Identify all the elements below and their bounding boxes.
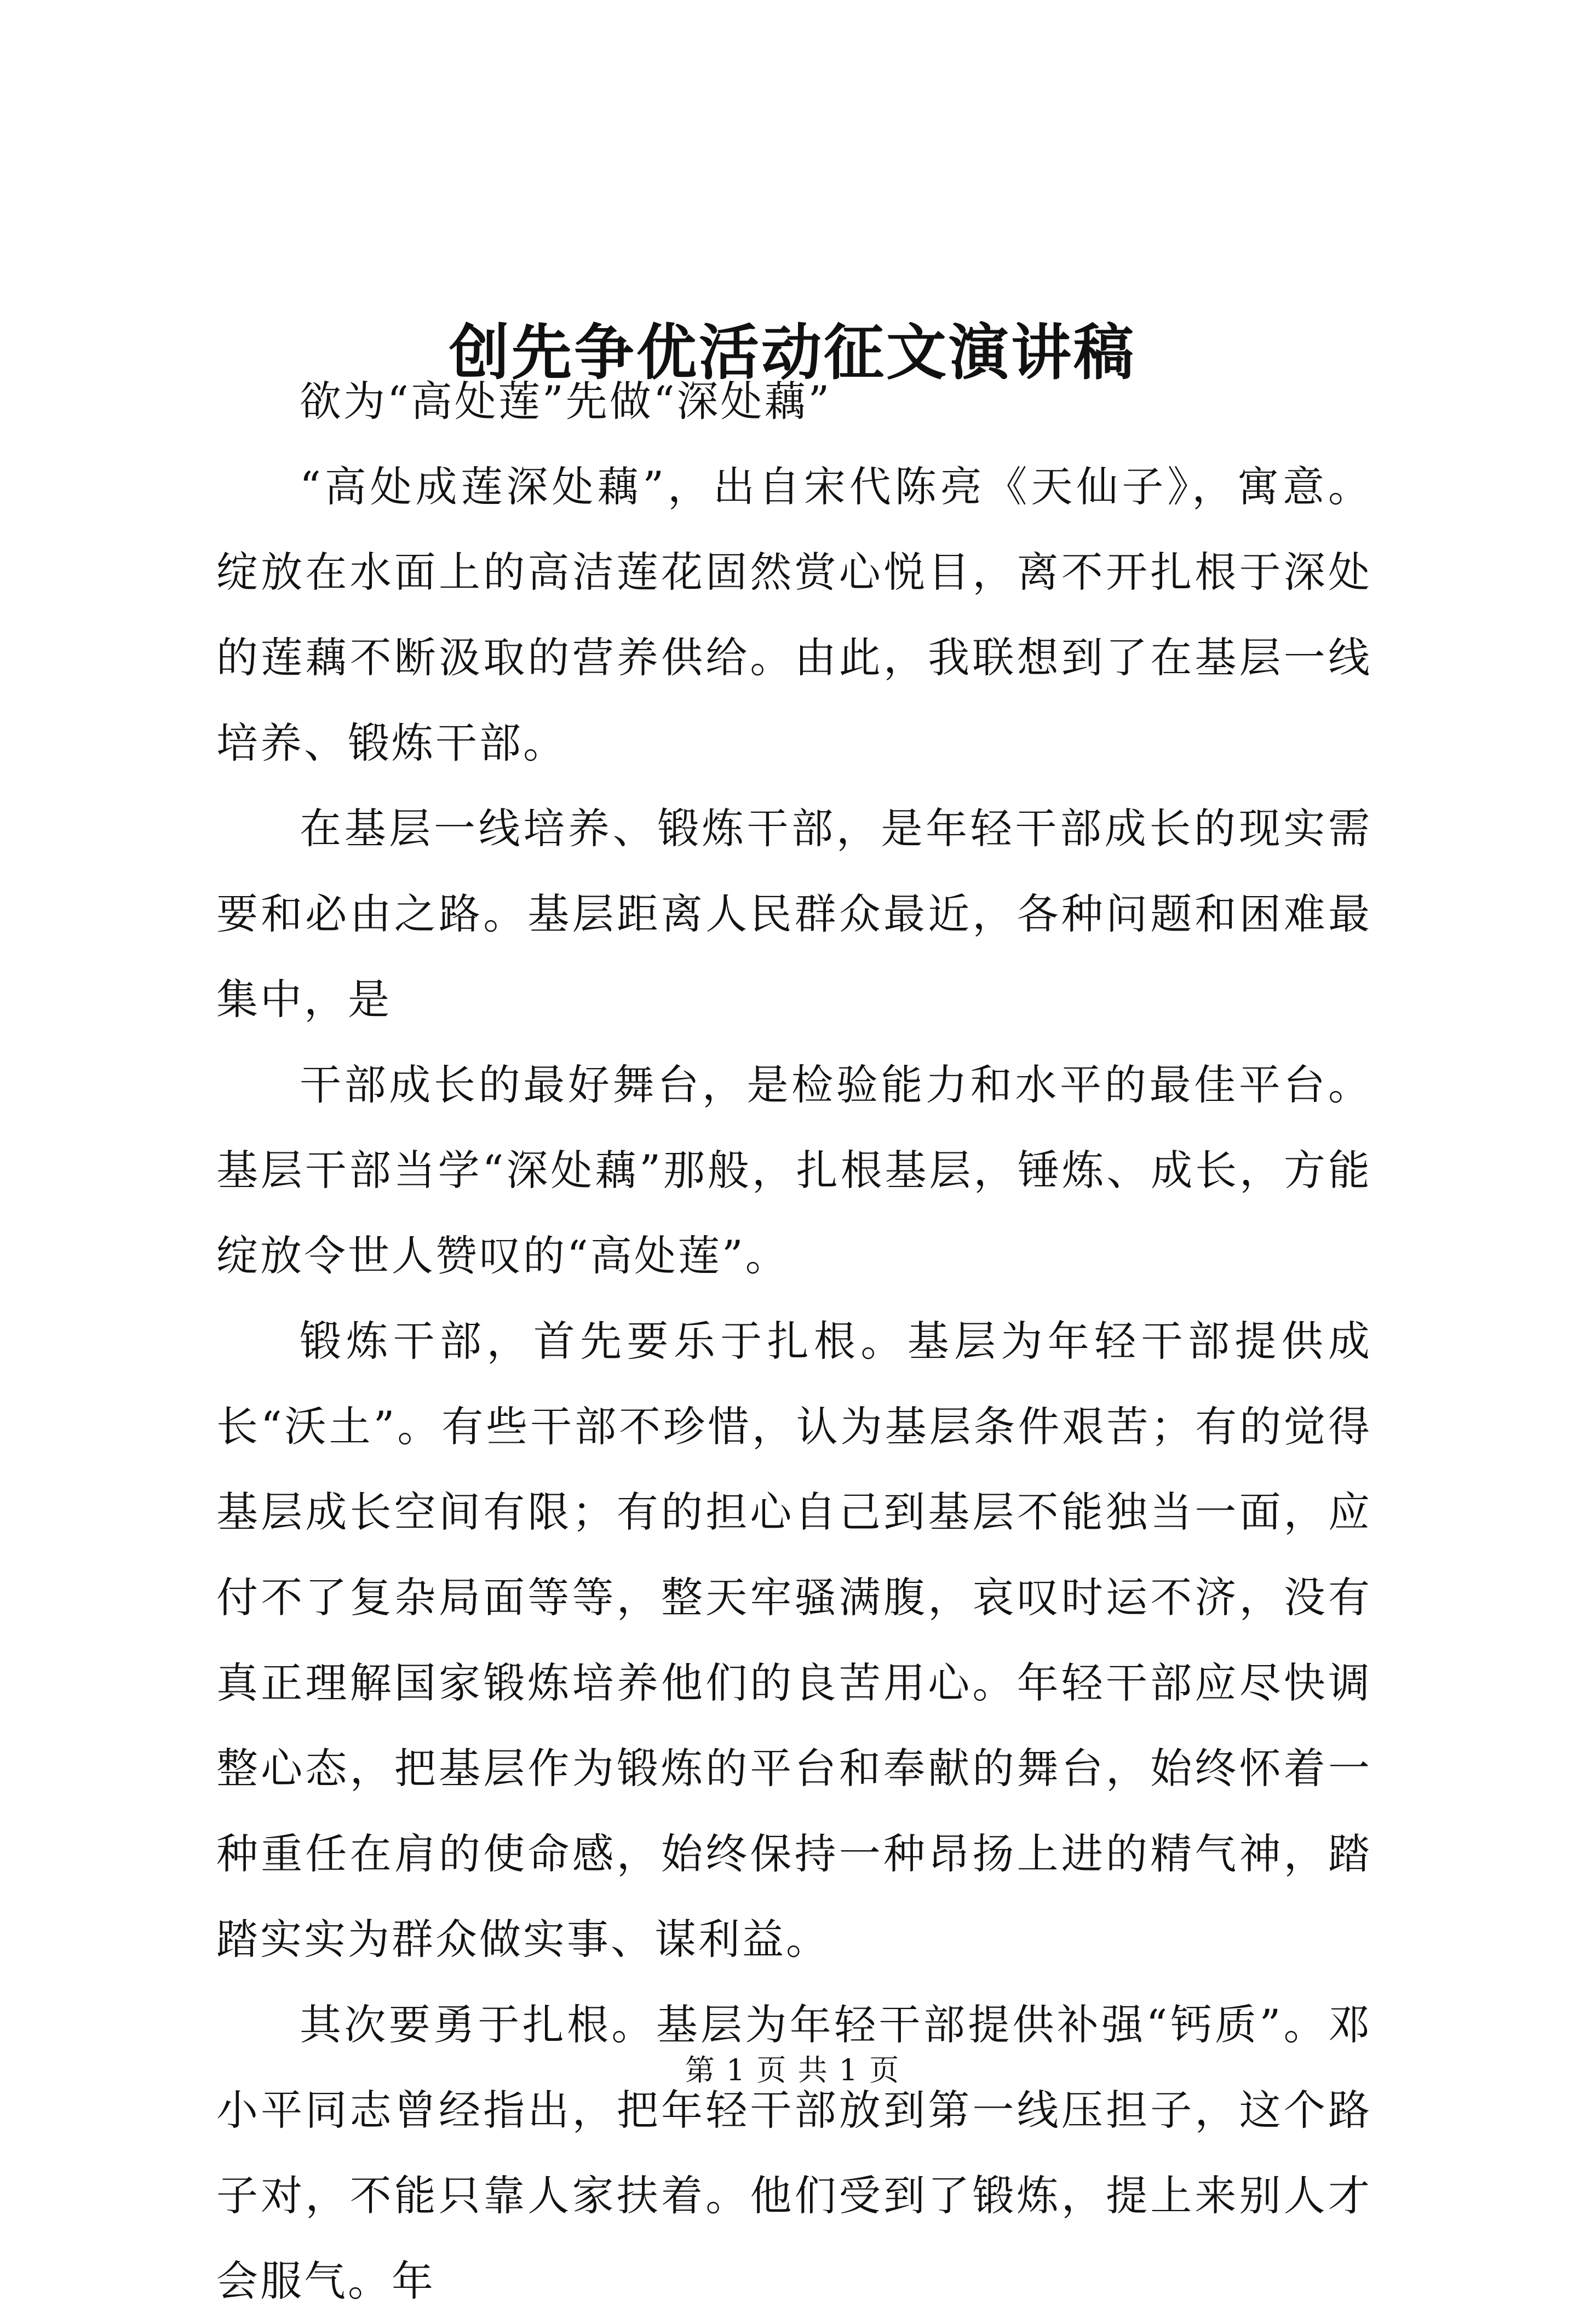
paragraph-5: 其次要勇于扎根。基层为年轻干部提供补强“钙质”。邓小平同志曾经指出，把年轻干部放到第一线压担子，这个路子对，不能只靠人家扶着。他们受到了锻炼，提上来别人才会服气。年 [216,2000,1372,2305]
document-body [216,359,1372,2324]
paragraph-3: 干部成长的最好舞台，是检验能力和水平的最佳平台。基层干部当学“深处藕”那般，扎根基层，锤炼、成长，方能绽放令世人赞叹的“高处莲”。 [216,1060,1372,1280]
paragraph-2: 在基层一线培养、锻炼干部，是年轻干部成长的现实需要和必由之路。基层距离人民群众最近，各种问题和困难最集中，是 [216,804,1372,1024]
page-footer: 第 1 页 共 1 页 [685,2053,900,2087]
document-title: 创先争优活动征文演讲稿 [449,317,1136,388]
paragraph-1: “高处成莲深处藕”，出自宋代陈亮《天仙子》，寓意。绽放在水面上的高洁莲花固然赏心悦目，离不开扎根于深处的莲藕不断汲取的营养供给。由此，我联想到了在基层一线培养、锻炼干部。 [216,462,1372,767]
paragraph-subtitle: 欲为“高处莲”先做“深处藕” [300,377,832,426]
paragraph-4: 锻炼干部，首先要乐于扎根。基层为年轻干部提供成长“沃土”。有些干部不珍惜，认为基层条件艰苦；有的觉得基层成长空间有限；有的担心自己到基层不能独当一面，应付不了复杂局面等等，整天牢骚满腹，哀叹时运不济，没有真正理解国家锻炼培养他们的良苦用心。年轻干部应尽快调整心态，把基层作为锻炼的平台和奉献的舞台，始终怀着一种重任在肩的使命感，始终保持一种昂扬上进的精气神，踏踏实实为群众做实事、谋利益。 [216,1317,1372,1964]
